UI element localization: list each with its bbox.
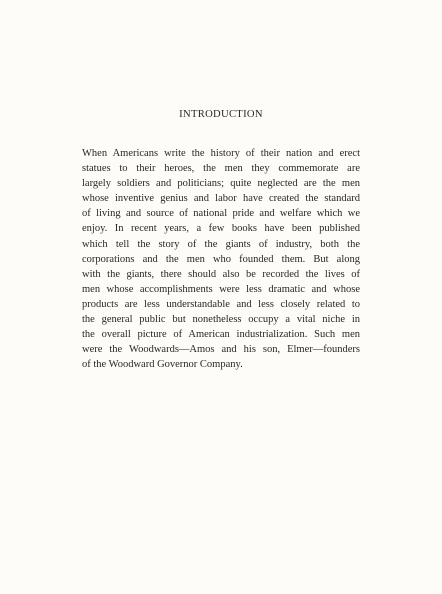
- text-line: products are less understandable and less closely related to: [82, 298, 360, 310]
- text-line: men whose accomplishments were less dramatic and whose: [82, 283, 360, 295]
- text-line: the overall picture of American industrialization. Such men: [82, 329, 360, 341]
- text-line: of living and source of national pride and welfare which we: [82, 208, 360, 220]
- text-line: with the giants, there should also be recorded the lives of: [82, 268, 360, 280]
- text-line: the general public but nonetheless occupy a vital niche in: [82, 314, 360, 326]
- text-line: corporations and the men who founded them. But along: [82, 253, 360, 265]
- introduction-paragraph: [82, 146, 360, 372]
- text-line: When Americans write the history of their nation and erect: [82, 148, 360, 159]
- text-line: whose inventive genius and labor have created the standard: [82, 193, 360, 205]
- text-line: largely soldiers and politicians; quite neglected are the men: [82, 178, 360, 190]
- text-line: were the Woodwards—Amos and his son, Elmer—founders: [82, 344, 360, 356]
- page-title: INTRODUCTION: [179, 109, 263, 120]
- text-line: statues to their heroes, the men they commemorate are: [82, 163, 360, 175]
- text-line: which tell the story of the giants of industry, both the: [82, 238, 360, 250]
- text-line: enjoy. In recent years, a few books have been published: [82, 223, 360, 235]
- text-line: of the Woodward Governor Company.: [82, 359, 243, 371]
